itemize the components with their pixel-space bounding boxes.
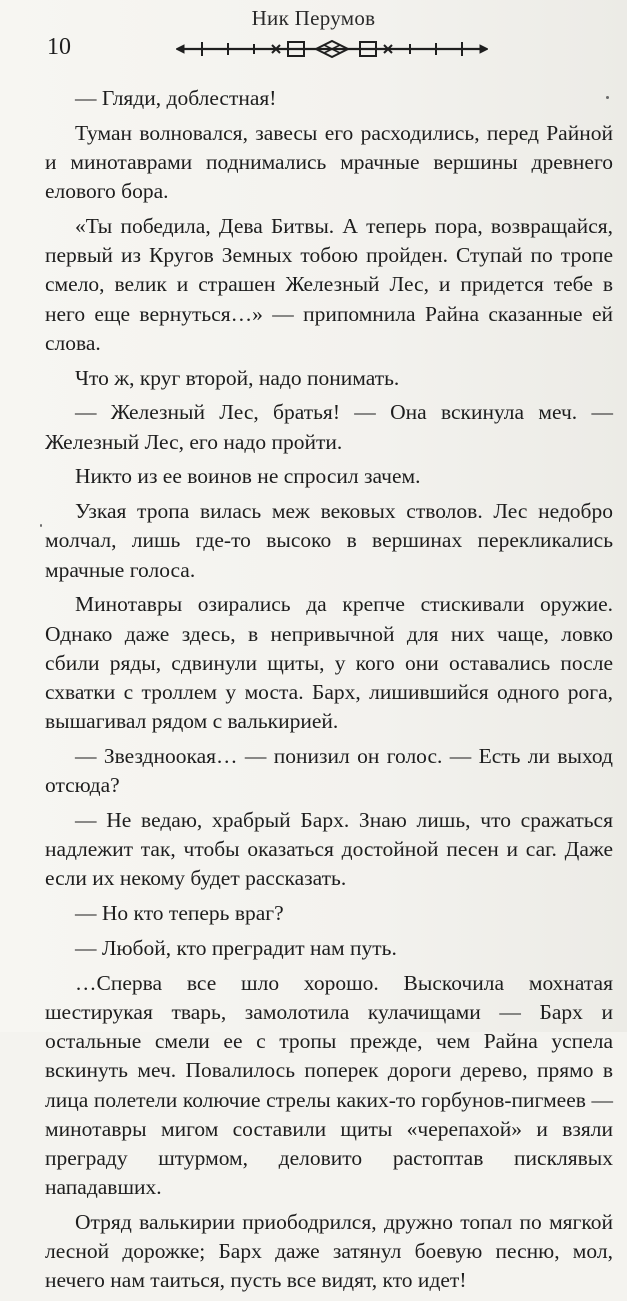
- body-text: [45, 84, 613, 1301]
- paragraph: Что ж, круг второй, надо понимать.: [75, 365, 400, 390]
- paragraph: Узкая тропа вилась меж вековых стволов. Лес недобро молчал, лишь где-то высоко в вершинах перекликались мрачные голоса.: [45, 499, 613, 582]
- paragraph: — Любой, кто преградит нам путь.: [75, 936, 397, 961]
- page-number: 10: [47, 34, 71, 60]
- paragraph: — Но кто теперь враг?: [75, 901, 284, 926]
- paragraph: — Звездноокая… — понизил он голос. — Есть ли выход отсюда?: [45, 744, 613, 798]
- paragraph: — Гляди, доблестная!: [75, 86, 277, 110]
- paragraph: Туман волновался, завесы его расходились, перед Райной и минотаврами поднимались мрачные вершины древнего елового бора.: [45, 120, 613, 204]
- paragraph: — Железный Лес, братья! — Она вскинула меч. — Железный Лес, его надо пройти.: [45, 400, 613, 454]
- paragraph: Отряд валькирии приободрился, дружно топал по мягкой лесной дорожке; Барх даже затянул боевую песню, мол, нечего нам таиться, пусть все видят, кто идет!: [45, 1210, 613, 1293]
- paragraph: …Сперва все шло хорошо. Выскочила мохнатая шестирукая тварь, замолотила кулачищами — Барх и остальные смели ее с тропы прежде, чем Райна успела вскинуть меч. Повалилось поперек дороги дерево, прямо в лица полетели колючие стрелы каких-то горбунов-пигмеев — минотавры мигом составили щиты «черепахой» и взяли преграду штурмом, деловито растоптав писклявых нападавших.: [45, 970, 613, 1200]
- paragraph: — Не ведаю, храбрый Барх. Знаю лишь, что сражаться надлежит так, чтобы оказаться достойной песен и саг. Даже если их некому будет рассказать.: [45, 808, 613, 891]
- decorative-rule-ornament-icon: [176, 39, 488, 59]
- paragraph: Никто из ее воинов не спросил зачем.: [75, 464, 421, 489]
- running-title: Ник Перумов: [251, 6, 376, 30]
- print-speck: [40, 524, 42, 527]
- print-speck: [606, 96, 609, 99]
- paragraph: «Ты победила, Дева Битвы. А теперь пора, возвращайся, первый из Кругов Земных тобою пройден. Ступай по тропе смело, велик и страшен Железный Лес, и придется тебе в него еще вернуться…» — припомнила Райна сказанные ей слова.: [45, 214, 613, 355]
- paragraph: Минотавры озирались да крепче стискивали оружие. Однако даже здесь, в непривычной для них чаще, ловко сбили ряды, сдвинули щиты, у кого они оставались после схватки с троллем у моста. Барх, лишившийся одного рога, вышагивал рядом с валькирией.: [45, 592, 613, 734]
